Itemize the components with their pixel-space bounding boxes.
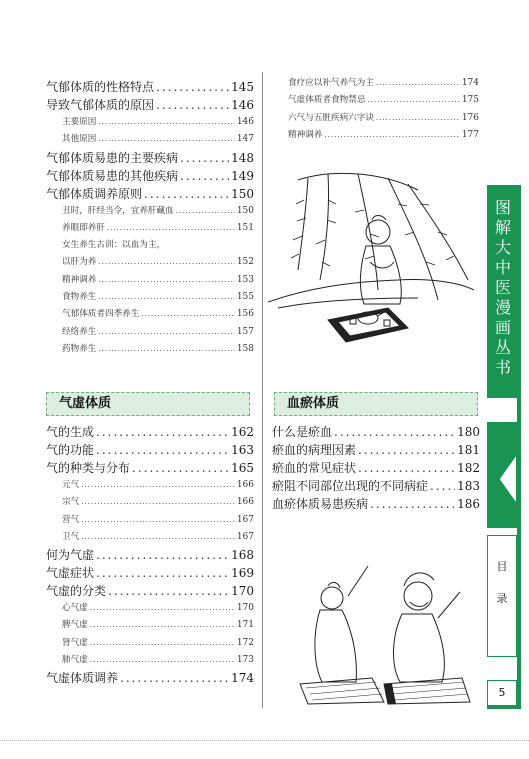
toc-entry-label: 经络养生 (62, 326, 97, 337)
toc-leader-dots (90, 617, 235, 634)
toc-leader-dots (107, 220, 235, 237)
toc-page-number: 172 (236, 637, 254, 648)
page-bottom-rule (0, 740, 529, 741)
toc-chapter-entry[interactable] (46, 78, 254, 96)
toc-leader-dots (98, 131, 234, 148)
toc-entry-label: 脾气虚 (62, 620, 88, 631)
toc-entry-label: 肾气虚 (62, 637, 88, 648)
toc-leader-dots (81, 512, 235, 529)
toc-leader-dots (376, 110, 460, 127)
toc-entry-label: 营气 (62, 514, 80, 525)
toc-entry[interactable]: 女生养生古训：以血为主， (62, 240, 166, 251)
toc-sub-entry[interactable] (288, 127, 479, 144)
toc-page-number: 151 (236, 222, 254, 233)
toc-page-number: 158 (236, 343, 254, 354)
toc-sub-entry[interactable] (46, 512, 254, 529)
toc-entry-label: 气虚体质调养 (46, 671, 119, 686)
toc-leader-dots (430, 477, 455, 495)
toc-list-qixu (46, 423, 254, 687)
toc-page-number: 163 (231, 443, 254, 457)
toc-sub-entry[interactable] (288, 110, 479, 127)
toc-page-number: 174 (461, 78, 479, 88)
toc-page-number: 182 (457, 461, 480, 475)
toc-entry-label: 气的种类与分布 (46, 461, 131, 475)
toc-entry-label: 气的生成 (46, 425, 95, 439)
toc-leader-dots (370, 495, 455, 513)
toc-page-number: 146 (236, 117, 254, 127)
toc-leader-dots (90, 600, 235, 617)
toc-page-number: 150 (236, 205, 254, 216)
toc-page-number: 186 (457, 497, 480, 511)
toc-leader-dots (334, 423, 455, 441)
toc-page-number: 153 (236, 274, 254, 285)
toc-entry-label: 六气与五脏疾病六字诀 (288, 112, 374, 123)
toc-sub-entry[interactable] (46, 529, 254, 546)
toc-chapter-entry[interactable] (272, 441, 480, 459)
toc-leader-dots (96, 564, 229, 582)
toc-entry-label: 瘀血的病理因素 (272, 443, 357, 457)
toc-leader-dots (96, 423, 229, 441)
toc-leader-dots (96, 546, 229, 564)
toc-leader-dots (358, 459, 455, 477)
toc-page-number: 169 (231, 566, 254, 581)
toc-page-number: 166 (236, 480, 254, 490)
toc-page-number: 152 (236, 257, 254, 268)
arrow-marker (487, 422, 517, 528)
toc-leader-dots (367, 92, 459, 109)
toc-entry-label: 卫气 (62, 531, 80, 542)
toc-entry-label: 气郁体质者四季养生 (62, 309, 140, 320)
toc-leader-dots (156, 96, 229, 114)
toc-page-number: 175 (461, 95, 479, 106)
willow-tea-illustration (268, 170, 474, 370)
toc-entry-label: 药物养生 (62, 343, 97, 354)
toc-entry-label: 何为气虚 (46, 548, 95, 563)
toc-page-number: 162 (231, 425, 254, 439)
toc-page-number: 150 (231, 186, 254, 201)
toc-entry-label: 精神调养 (62, 274, 97, 285)
toc-entry-label: 瘀阻不同部位出现的不同病症 (272, 479, 429, 493)
toc-chapter-entry[interactable] (46, 582, 254, 600)
toc-chapter-entry[interactable] (46, 564, 254, 582)
toc-chapter-entry[interactable] (46, 423, 254, 441)
contents-label: 目 录 (496, 560, 508, 605)
toc-entry-label: 气郁体质的性格特点 (46, 80, 155, 94)
book-title-tab (487, 185, 519, 400)
toc-sub-entry[interactable] (46, 203, 254, 220)
toc-list-qixu-continued (288, 75, 479, 144)
toc-page-number: 171 (236, 620, 254, 631)
toc-chapter-entry[interactable] (272, 423, 480, 441)
toc-sub-entry[interactable] (288, 92, 479, 109)
toc-chapter-entry[interactable] (46, 441, 254, 459)
toc-entry-label: 气虚症状 (46, 566, 95, 581)
toc-leader-dots (81, 477, 235, 494)
toc-page-number: 145 (231, 80, 254, 94)
toc-page-number: 149 (231, 168, 254, 183)
toc-sub-entry[interactable] (46, 617, 254, 634)
toc-page-number: 167 (236, 531, 254, 542)
toc-entry-label: 以肝为养 (62, 257, 97, 268)
toc-entry-label: 气郁体质易患的主要疾病 (46, 150, 179, 165)
toc-entry-label: 食疗应以补气养气为主 (288, 78, 374, 88)
toc-leader-dots (90, 652, 235, 669)
toc-sub-entry[interactable] (46, 494, 254, 511)
toc-page-number: 181 (457, 443, 480, 457)
toc-sub-entry[interactable] (46, 220, 254, 237)
toc-leader-dots (96, 441, 229, 459)
toc-leader-dots (98, 324, 234, 341)
toc-chapter-entry[interactable] (46, 149, 254, 167)
toc-entry-label: 其他原因 (62, 134, 97, 145)
toc-page-number: 170 (236, 603, 254, 614)
toc-leader-dots (90, 635, 235, 652)
toc-sub-entry[interactable] (46, 600, 254, 617)
two-scholars-illustration (292, 556, 472, 706)
toc-leader-dots (132, 459, 229, 477)
toc-page-number: 177 (461, 129, 479, 140)
toc-sub-entry[interactable] (46, 324, 254, 341)
toc-page-number: 165 (231, 461, 254, 475)
toc-leader-dots (98, 272, 234, 289)
book-title-text: 图 解 大 中 医 漫 画 丛 书 (494, 198, 511, 377)
toc-leader-dots (81, 494, 235, 511)
toc-chapter-entry[interactable] (46, 167, 254, 185)
toc-list-xueyu (272, 423, 480, 513)
toc-entry-label: 肺气虚 (62, 655, 88, 666)
toc-leader-dots (98, 114, 234, 131)
toc-entry-label: 主要原因 (62, 117, 97, 127)
contents-tab (487, 535, 517, 657)
toc-chapter-entry[interactable] (46, 96, 254, 114)
toc-chapter-entry[interactable] (46, 459, 254, 477)
toc-leader-dots (156, 78, 229, 96)
toc-page-number: 180 (457, 425, 480, 439)
toc-entry-label: 宗气 (62, 497, 80, 508)
toc-entry-label: 瘀血的常见症状 (272, 461, 357, 475)
toc-leader-dots (98, 341, 234, 358)
toc-leader-dots (144, 185, 229, 203)
toc-page-number: 156 (236, 309, 254, 320)
page-number: 5 (487, 680, 517, 709)
toc-leader-dots (120, 669, 229, 687)
toc-chapter-entry[interactable] (272, 495, 480, 513)
book-side-tab (487, 185, 529, 709)
toc-page-number: 147 (236, 134, 254, 145)
toc-page-number: 183 (457, 479, 480, 493)
toc-entry-label: 气郁体质易患的其他疾病 (46, 168, 179, 183)
toc-entry-label: 气虚体质者食物禁忌 (288, 95, 366, 106)
toc-page-number: 168 (231, 548, 254, 563)
toc-sub-entry[interactable] (46, 652, 254, 669)
toc-page-number: 167 (236, 514, 254, 525)
toc-entry-label: 气虚的分类 (46, 584, 107, 599)
toc-sub-entry[interactable] (46, 289, 254, 306)
toc-sub-entry[interactable] (46, 131, 254, 148)
toc-page-number: 166 (236, 497, 254, 508)
toc-chapter-entry[interactable] (46, 669, 254, 687)
toc-leader-dots (176, 203, 235, 220)
toc-leader-dots (180, 149, 229, 167)
toc-chapter-entry[interactable] (46, 185, 254, 203)
toc-entry-label: 血瘀体质易患疾病 (272, 497, 369, 511)
toc-sub-entry[interactable] (288, 75, 479, 92)
column-divider (262, 72, 263, 708)
toc-sub-entry[interactable] (46, 254, 254, 271)
section-header-qixu: 气虚体质 (46, 392, 250, 416)
section-header-xueyu: 血瘀体质 (274, 392, 478, 416)
toc-entry-label: 导致气郁体质的原因 (46, 98, 155, 112)
toc-sub-entry[interactable] (46, 114, 254, 131)
toc-entry-label: 心气虚 (62, 603, 88, 614)
toc-entry-label: 气郁体质调养原则 (46, 186, 143, 201)
toc-leader-dots (108, 582, 229, 600)
toc-entry-label: 养眼即养肝 (62, 222, 105, 233)
toc-sub-entry[interactable] (46, 272, 254, 289)
toc-entry-label: 气的功能 (46, 443, 95, 457)
toc-leader-dots (180, 167, 229, 185)
toc-page-number: 173 (236, 655, 254, 666)
toc-entry-label: 食物养生 (62, 292, 97, 303)
toc-entry-label: 精神调养 (288, 129, 323, 140)
toc-list-qiyu (46, 78, 254, 358)
toc-entry-label: 元气 (62, 480, 80, 490)
toc-page-number: 148 (231, 150, 254, 165)
toc-chapter-entry[interactable] (272, 459, 480, 477)
toc-page-number: 146 (231, 98, 254, 112)
toc-sub-entry[interactable] (46, 635, 254, 652)
toc-page-number: 170 (231, 584, 254, 599)
toc-page-number: 174 (231, 671, 254, 686)
toc-leader-dots (376, 75, 460, 92)
toc-page-number: 155 (236, 292, 254, 303)
toc-leader-dots (141, 306, 234, 323)
toc-sub-entry[interactable] (46, 477, 254, 494)
toc-leader-dots (98, 254, 234, 271)
toc-chapter-entry[interactable] (46, 546, 254, 564)
toc-page-number: 176 (461, 112, 479, 123)
toc-chapter-entry[interactable] (272, 477, 480, 495)
toc-sub-entry[interactable] (46, 306, 254, 323)
toc-sub-entry[interactable] (46, 341, 254, 358)
toc-entry-label: 丑时，肝经当令，宜养肝藏血 (62, 205, 174, 216)
toc-leader-dots (358, 441, 455, 459)
toc-leader-dots (324, 127, 459, 144)
toc-page-number: 157 (236, 326, 254, 337)
toc-leader-dots (81, 529, 235, 546)
toc-leader-dots (98, 289, 234, 306)
toc-entry-label: 什么是瘀血 (272, 425, 333, 439)
